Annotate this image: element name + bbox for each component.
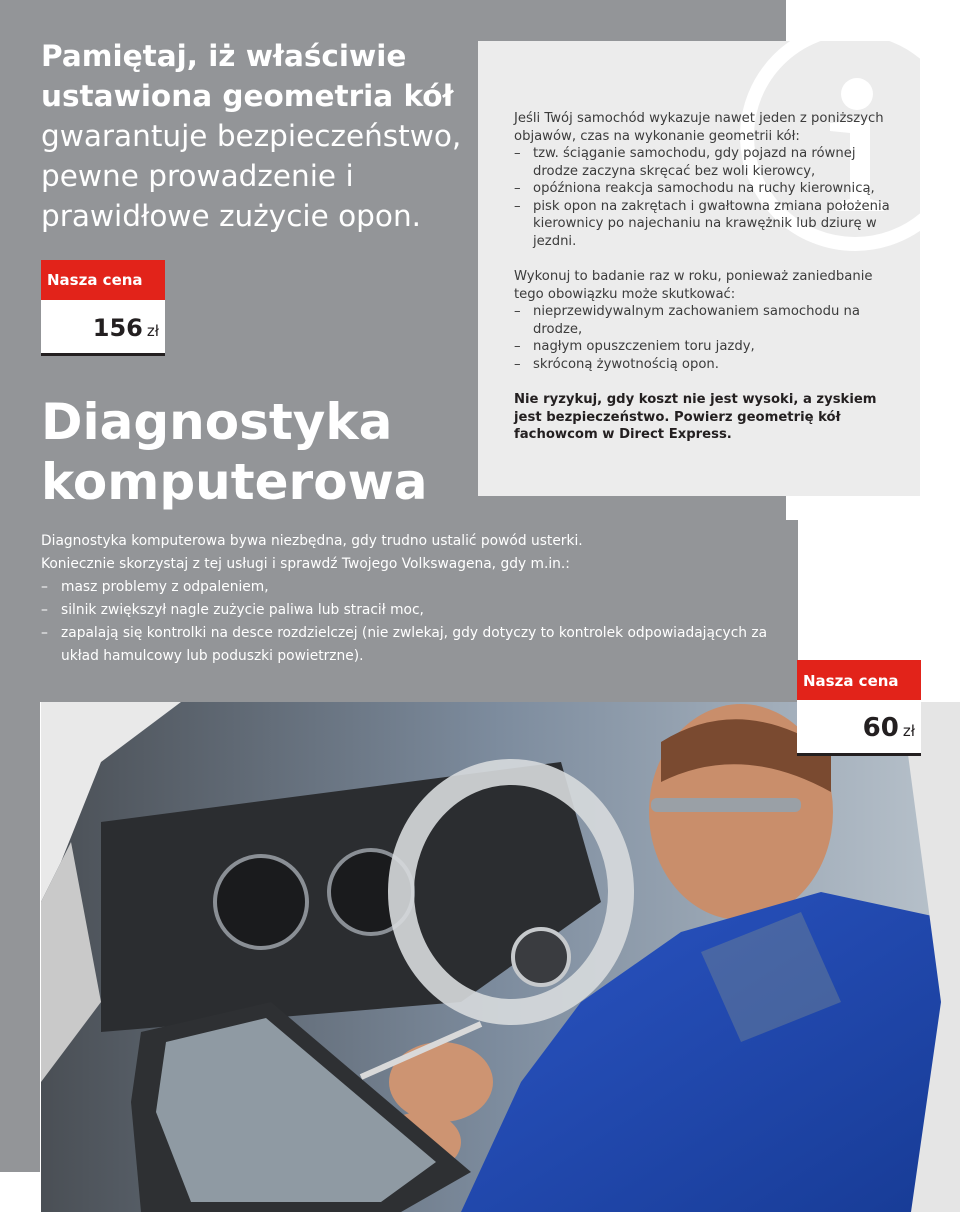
price-unit: zł bbox=[902, 722, 915, 740]
price-amount bbox=[41, 300, 165, 350]
mechanic-photo-illustration bbox=[41, 702, 960, 1212]
price-amount bbox=[797, 700, 921, 750]
diagnostics-title bbox=[41, 392, 428, 512]
list-item: – opóźniona reakcja samochodu na ruchy kierownicą, bbox=[514, 180, 899, 198]
diagnostics-intro1: Diagnostyka komputerowa bywa niezbędna, gdy trudno ustalić powód usterki. bbox=[41, 533, 583, 549]
symptom-list bbox=[514, 145, 899, 250]
consequence-list bbox=[514, 303, 899, 373]
price-value: 60 bbox=[862, 713, 899, 743]
list-item: – pisk opon na zakrętach i gwałtowna zmiana położenia kierownicy po najechaniu na krawężnik lub dziurę w jezdni. bbox=[514, 198, 899, 251]
diagnostics-list bbox=[41, 576, 781, 668]
info-yearly: Wykonuj to badanie raz w roku, ponieważ zaniedbanie tego obowiązku może skutkować: bbox=[514, 269, 873, 302]
price-label: Nasza cena bbox=[41, 260, 165, 300]
price-tag-diagnostics bbox=[797, 660, 921, 756]
headline bbox=[41, 36, 471, 236]
list-item: – tzw. ściąganie samochodu, gdy pojazd na równej drodze zaczyna skręcać bez woli kierowcy, bbox=[514, 145, 899, 180]
price-label: Nasza cena bbox=[797, 660, 921, 700]
list-item: – silnik zwiększył nagle zużycie paliwa lub stracił moc, bbox=[41, 599, 781, 622]
list-item: – nagłym opuszczeniem toru jazdy, bbox=[514, 338, 899, 356]
gray-background-strip bbox=[0, 702, 40, 1172]
diagnostics-title-line2: komputerowa bbox=[41, 453, 428, 511]
info-cta: Nie ryzykuj, gdy koszt nie jest wysoki, a zyskiem jest bezpieczeństwo. Powierz geometrię kół fachowcom w Direct Express. bbox=[514, 392, 877, 442]
info-box bbox=[478, 41, 920, 496]
list-item: – nieprzewidywalnym zachowaniem samochodu na drodze, bbox=[514, 303, 899, 338]
info-intro: Jeśli Twój samochód wykazuje nawet jeden z poniższych objawów, czas na wykonanie geometrii kół: bbox=[514, 111, 884, 144]
price-tag-geometry bbox=[41, 260, 165, 356]
headline-light: gwarantuje bezpieczeństwo, pewne prowadzenie i prawidłowe zużycie opon. bbox=[41, 119, 462, 233]
mechanic-photo bbox=[41, 702, 960, 1212]
list-item: – zapalają się kontrolki na desce rozdzielczej (nie zwlekaj, gdy dotyczy to kontrolek odpowiadających za układ hamulcowy lub poduszki powietrzne). bbox=[41, 622, 781, 668]
price-unit: zł bbox=[146, 322, 159, 340]
list-item: – skróconą żywotnością opon. bbox=[514, 356, 899, 374]
diagnostics-text bbox=[41, 530, 781, 668]
list-item: – masz problemy z odpaleniem, bbox=[41, 576, 781, 599]
price-value: 156 bbox=[92, 314, 143, 342]
headline-bold: Pamiętaj, iż właściwie ustawiona geometria kół bbox=[41, 39, 454, 113]
info-text bbox=[514, 110, 899, 444]
diagnostics-intro2: Koniecznie skorzystaj z tej usługi i sprawdź Twojego Volkswagena, gdy m.in.: bbox=[41, 556, 570, 572]
diagnostics-title-line1: Diagnostyka bbox=[41, 393, 393, 451]
